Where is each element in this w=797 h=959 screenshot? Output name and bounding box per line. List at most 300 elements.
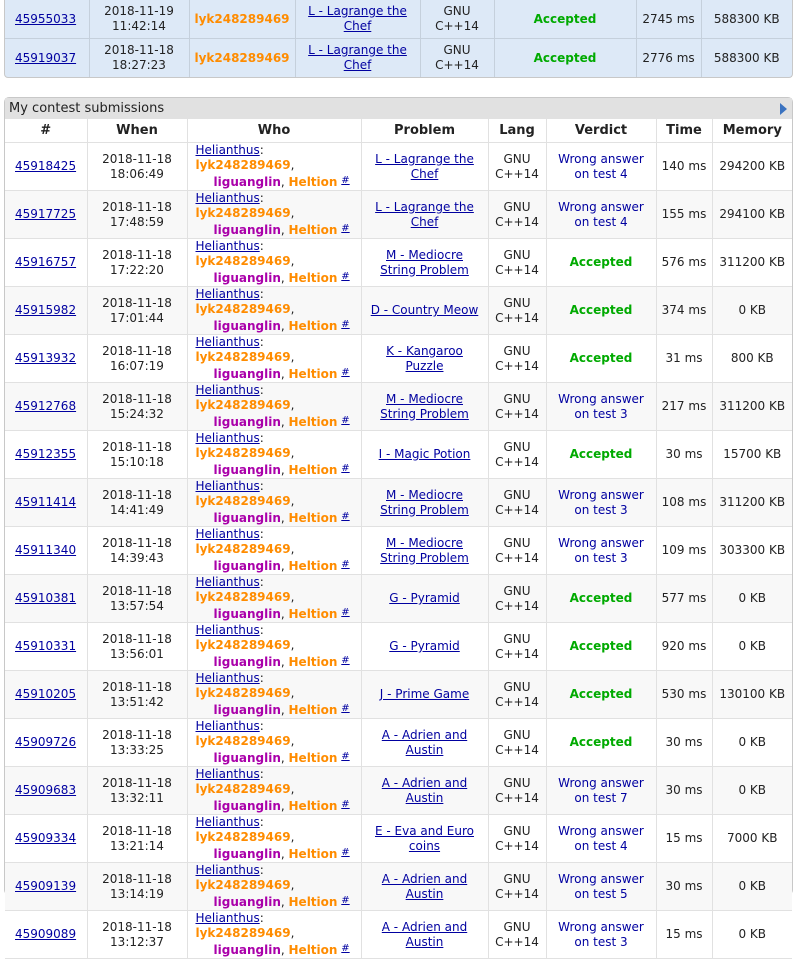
separator: ,: [290, 302, 295, 316]
verdict-line: on test 3: [574, 934, 628, 949]
submission-id-link[interactable]: 45910381: [15, 591, 77, 605]
separator: :: [259, 287, 264, 301]
when-cell: [87, 671, 187, 719]
team-link[interactable]: Helianthus: [195, 287, 260, 301]
lang-text: C++14: [495, 262, 539, 277]
table-row: [5, 719, 792, 767]
hash-link[interactable]: #: [341, 175, 350, 186]
verdict-line: on test 3: [574, 502, 628, 517]
who-cell: [187, 863, 361, 911]
problem-text: L - Lagrange the: [308, 4, 407, 18]
problem-link[interactable]: [380, 687, 469, 701]
problem-link[interactable]: [380, 248, 469, 277]
member-handle[interactable]: lyk248289469: [195, 398, 291, 412]
when-text: 2018-11-19: [104, 4, 174, 18]
verdict-line: Wrong answer: [558, 487, 644, 502]
member-handle[interactable]: liguanglin: [213, 559, 281, 573]
member-handle[interactable]: liguanglin: [213, 655, 281, 669]
when-text: 15:10:18: [110, 454, 164, 469]
problem-text: L - Lagrange the: [375, 151, 474, 166]
submission-id-cell: [5, 479, 87, 527]
hash-link[interactable]: #: [341, 847, 350, 858]
submission-id-link[interactable]: 45918425: [15, 159, 77, 173]
member-handle[interactable]: Heltion: [288, 511, 338, 525]
verdict-line: Wrong answer: [558, 151, 644, 166]
member-handle[interactable]: Heltion: [288, 559, 338, 573]
member-handle[interactable]: lyk248289469: [195, 830, 291, 844]
problem-link[interactable]: [375, 824, 474, 853]
submission-id-link[interactable]: 45910205: [15, 687, 77, 701]
who-cell: [187, 527, 361, 575]
when-cell: [87, 191, 187, 239]
when-text: 2018-11-18: [102, 823, 172, 838]
time-cell: 30 ms: [656, 767, 712, 815]
hash-link[interactable]: #: [341, 319, 350, 330]
member-handle[interactable]: Heltion: [288, 271, 338, 285]
separator: :: [259, 431, 264, 445]
when-cell: [87, 815, 187, 863]
who-second-line: [196, 365, 350, 382]
member-handle[interactable]: Heltion: [288, 367, 338, 381]
problem-cell: [361, 431, 488, 479]
separator: ,: [280, 655, 285, 669]
who-second-line: [196, 653, 350, 670]
when-text: 2018-11-18: [102, 151, 172, 166]
submission-id-link[interactable]: 45913932: [15, 351, 77, 365]
problem-link[interactable]: [382, 776, 467, 805]
member-handle[interactable]: Heltion: [288, 607, 338, 621]
verdict-text: [558, 776, 644, 805]
member-handle[interactable]: lyk248289469: [195, 590, 291, 604]
when-text: 2018-11-18: [102, 871, 172, 886]
verdict-line: Wrong answer: [558, 391, 644, 406]
submission-id-link[interactable]: 45909089: [15, 927, 77, 941]
submission-id-link[interactable]: 45909139: [15, 879, 77, 893]
who-second-line: [196, 317, 350, 334]
separator: ,: [280, 703, 285, 717]
problem-text: A - Adrien and: [381, 775, 468, 790]
submission-id-link[interactable]: 45912355: [15, 447, 77, 461]
separator: ,: [280, 943, 285, 957]
who-cell: [189, 39, 295, 78]
verdict-text: Accepted: [569, 303, 633, 317]
problem-cell: [361, 383, 488, 431]
team-link[interactable]: Helianthus: [195, 191, 260, 205]
member-handle[interactable]: lyk248289469: [195, 206, 291, 220]
member-handle[interactable]: lyk248289469: [195, 494, 291, 508]
team-link[interactable]: Helianthus: [195, 431, 260, 445]
submission-id-cell: [5, 719, 87, 767]
hash-link[interactable]: #: [341, 655, 350, 666]
member-handle[interactable]: lyk248289469: [195, 782, 291, 796]
member-handle[interactable]: liguanglin: [213, 943, 281, 957]
member-handle[interactable]: liguanglin: [213, 271, 281, 285]
who-second-line: [196, 173, 350, 190]
team-link[interactable]: Helianthus: [195, 623, 260, 637]
problem-link[interactable]: [382, 728, 467, 757]
when-text: 2018-11-18: [102, 247, 172, 262]
verdict-cell: [546, 575, 656, 623]
table-row: [5, 383, 792, 431]
separator: ,: [290, 254, 295, 268]
memory-cell: 294100 KB: [712, 191, 792, 239]
problem-link[interactable]: [389, 591, 460, 605]
separator: ,: [290, 782, 295, 796]
lang-text: C++14: [495, 694, 539, 709]
problem-cell: [361, 287, 488, 335]
member-handle[interactable]: liguanglin: [213, 415, 281, 429]
problem-text: Austin: [405, 886, 444, 901]
verdict-text: [558, 872, 644, 901]
top-submissions-table: [5, 0, 792, 77]
lang-cell: [488, 527, 546, 575]
lang-text: GNU: [503, 583, 531, 598]
separator: ,: [290, 446, 295, 460]
separator: :: [259, 623, 264, 637]
problem-cell: [361, 143, 488, 191]
when-text: 13:57:54: [110, 598, 164, 613]
member-handle[interactable]: liguanglin: [213, 847, 281, 861]
who-cell: [187, 767, 361, 815]
member-handle[interactable]: Heltion: [288, 415, 338, 429]
member-handle[interactable]: lyk248289469: [195, 926, 291, 940]
submission-id-link[interactable]: 45911340: [15, 543, 77, 557]
problem-link[interactable]: [308, 4, 407, 33]
lang-text: C++14: [495, 358, 539, 373]
problem-text: A - Adrien and: [381, 727, 468, 742]
separator: :: [259, 383, 264, 397]
verdict-text: Accepted: [569, 687, 633, 701]
problem-text: E - Eva and Euro: [375, 823, 474, 838]
problem-text: Austin: [405, 934, 444, 949]
verdict-cell: [546, 623, 656, 671]
memory-cell: 0 KB: [712, 767, 792, 815]
lang-text: GNU: [503, 823, 531, 838]
separator: :: [259, 335, 264, 349]
problem-text: M - Mediocre: [386, 487, 463, 502]
team-link[interactable]: Helianthus: [195, 143, 260, 157]
top-submissions-box: [4, 0, 793, 78]
member-handle[interactable]: liguanglin: [213, 463, 281, 477]
team-link[interactable]: Helianthus: [195, 383, 260, 397]
submission-id-cell: [5, 383, 87, 431]
hash-link[interactable]: #: [341, 559, 350, 570]
lang-text: GNU: [503, 727, 531, 742]
team-link[interactable]: Helianthus: [195, 863, 260, 877]
when-cell: [87, 863, 187, 911]
verdict-cell: [546, 671, 656, 719]
member-handle[interactable]: lyk248289469: [195, 686, 291, 700]
hash-link[interactable]: #: [341, 943, 350, 954]
member-handle[interactable]: lyk248289469: [195, 350, 291, 364]
who-cell: [187, 143, 361, 191]
time-cell: 31 ms: [656, 335, 712, 383]
table-row: [5, 191, 792, 239]
verdict-text: Accepted: [569, 735, 633, 749]
problem-text: String Problem: [380, 550, 469, 565]
hash-link[interactable]: #: [341, 799, 350, 810]
submission-id-link[interactable]: 45915982: [15, 303, 77, 317]
hash-link[interactable]: #: [341, 703, 350, 714]
team-link[interactable]: Helianthus: [195, 335, 260, 349]
verdict-cell: [546, 287, 656, 335]
problem-link[interactable]: [379, 447, 471, 461]
verdict-line: on test 4: [574, 838, 628, 853]
lang-text: GNU: [503, 391, 531, 406]
problem-link[interactable]: [371, 303, 479, 317]
member-handle[interactable]: liguanglin: [213, 751, 281, 765]
lang-cell: [488, 815, 546, 863]
who-second-line: [196, 941, 350, 958]
who-cell: [187, 191, 361, 239]
user-handle[interactable]: lyk248289469: [194, 50, 290, 65]
when-text: 2018-11-18: [102, 199, 172, 214]
submission-id-cell: [5, 575, 87, 623]
member-handle[interactable]: Heltion: [288, 703, 338, 717]
verdict-cell: [546, 527, 656, 575]
member-handle[interactable]: Heltion: [288, 943, 338, 957]
separator: :: [259, 527, 264, 541]
hash-link[interactable]: #: [341, 607, 350, 618]
member-handle[interactable]: Heltion: [288, 319, 338, 333]
table-row: [5, 863, 792, 911]
member-handle[interactable]: liguanglin: [213, 799, 281, 813]
hash-link[interactable]: #: [341, 463, 350, 474]
column-header: Lang: [488, 119, 546, 143]
lang-text: C++14: [495, 838, 539, 853]
submission-id-link[interactable]: 45909726: [15, 735, 77, 749]
lang-cell: [488, 143, 546, 191]
verdict-cell: [546, 143, 656, 191]
hash-link[interactable]: #: [341, 223, 350, 234]
team-link[interactable]: Helianthus: [195, 911, 260, 925]
problem-link[interactable]: [380, 392, 469, 421]
when-cell: [87, 911, 187, 959]
who-second-line: [196, 845, 350, 862]
team-link[interactable]: Helianthus: [195, 239, 260, 253]
when-cell: [87, 239, 187, 287]
when-cell: [87, 623, 187, 671]
verdict-line: on test 3: [574, 406, 628, 421]
submission-id-link[interactable]: 45909683: [15, 783, 77, 797]
who-second-line: [196, 221, 350, 238]
problem-link[interactable]: [382, 872, 467, 901]
hash-link[interactable]: #: [341, 751, 350, 762]
problem-cell: [361, 239, 488, 287]
member-handle[interactable]: lyk248289469: [195, 542, 291, 556]
separator: ,: [290, 398, 295, 412]
when-text: 18:27:23: [112, 58, 166, 72]
team-link[interactable]: Helianthus: [195, 671, 260, 685]
when-cell: [87, 143, 187, 191]
separator: ,: [280, 799, 285, 813]
submission-id-link[interactable]: 45955033: [15, 11, 77, 26]
problem-link[interactable]: [375, 152, 474, 181]
team-link[interactable]: Helianthus: [195, 527, 260, 541]
member-handle[interactable]: liguanglin: [213, 511, 281, 525]
when-text: 2018-11-18: [102, 679, 172, 694]
hash-link[interactable]: #: [341, 895, 350, 906]
problem-cell: [361, 623, 488, 671]
problem-text: J - Prime Game: [379, 687, 470, 701]
hash-link[interactable]: #: [341, 511, 350, 522]
separator: :: [259, 575, 264, 589]
member-handle[interactable]: Heltion: [288, 463, 338, 477]
verdict-line: Wrong answer: [558, 535, 644, 550]
verdict-text: [558, 488, 644, 517]
when-text: 14:39:43: [110, 550, 164, 565]
time-cell: 109 ms: [656, 527, 712, 575]
who-second-line: [196, 749, 350, 766]
when-text: 17:48:59: [110, 214, 164, 229]
problem-text: G - Pyramid: [389, 639, 460, 653]
who-second-line: [196, 557, 350, 574]
problem-text: A - Adrien and: [381, 871, 468, 886]
problem-cell: [361, 815, 488, 863]
hash-link[interactable]: #: [341, 415, 350, 426]
member-handle[interactable]: lyk248289469: [195, 158, 291, 172]
verdict-cell: [546, 911, 656, 959]
submission-id-link[interactable]: 45909334: [15, 831, 77, 845]
separator: :: [259, 191, 264, 205]
separator: ,: [280, 463, 285, 477]
separator: ,: [290, 830, 295, 844]
submission-id-link[interactable]: 45919037: [15, 50, 77, 65]
memory-cell: 130100 KB: [712, 671, 792, 719]
team-link[interactable]: Helianthus: [195, 479, 260, 493]
hash-link[interactable]: #: [341, 367, 350, 378]
when-text: 16:07:19: [110, 358, 164, 373]
lang-text: GNU: [503, 919, 531, 934]
problem-link[interactable]: [375, 200, 474, 229]
lang-cell: [488, 431, 546, 479]
member-handle[interactable]: Heltion: [288, 895, 338, 909]
verdict-cell: [494, 39, 636, 78]
member-handle[interactable]: liguanglin: [213, 223, 281, 237]
problem-link[interactable]: [382, 920, 467, 949]
submission-id-link[interactable]: 45916757: [15, 255, 77, 269]
member-handle[interactable]: Heltion: [288, 655, 338, 669]
submission-id-link[interactable]: 45911414: [15, 495, 77, 509]
when-text: 17:22:20: [110, 262, 164, 277]
user-handle[interactable]: lyk248289469: [194, 11, 290, 26]
team-link[interactable]: Helianthus: [195, 719, 260, 733]
problem-link[interactable]: [386, 344, 463, 373]
separator: ,: [280, 175, 285, 189]
member-handle[interactable]: liguanglin: [213, 607, 281, 621]
member-handle[interactable]: liguanglin: [213, 367, 281, 381]
member-handle[interactable]: Heltion: [288, 175, 338, 189]
separator: ,: [280, 271, 285, 285]
team-link[interactable]: Helianthus: [195, 815, 260, 829]
submission-id-link[interactable]: 45912768: [15, 399, 77, 413]
verdict-line: Wrong answer: [558, 871, 644, 886]
column-header: Verdict: [546, 119, 656, 143]
hash-link[interactable]: #: [341, 271, 350, 282]
separator: ,: [290, 878, 295, 892]
problem-text: L - Lagrange the: [308, 43, 407, 57]
memory-cell: 311200 KB: [712, 479, 792, 527]
member-handle[interactable]: Heltion: [288, 847, 338, 861]
member-handle[interactable]: lyk248289469: [195, 446, 291, 460]
problem-text: Austin: [405, 742, 444, 757]
member-handle[interactable]: liguanglin: [213, 703, 281, 717]
member-handle[interactable]: lyk248289469: [195, 638, 291, 652]
member-handle[interactable]: lyk248289469: [195, 734, 291, 748]
lang-cell: [488, 623, 546, 671]
verdict-text: [558, 536, 644, 565]
lang-text: GNU: [503, 775, 531, 790]
memory-cell: 588300 KB: [701, 0, 792, 39]
time-cell: 108 ms: [656, 479, 712, 527]
member-handle[interactable]: lyk248289469: [195, 878, 291, 892]
table-row: [5, 239, 792, 287]
lang-cell: [488, 719, 546, 767]
lang-cell: [488, 383, 546, 431]
verdict-text: Accepted: [569, 591, 633, 605]
when-text: 2018-11-18: [102, 919, 172, 934]
separator: :: [259, 767, 264, 781]
when-text: 17:01:44: [110, 310, 164, 325]
memory-cell: 15700 KB: [712, 431, 792, 479]
time-cell: 2776 ms: [636, 39, 701, 78]
member-handle[interactable]: Heltion: [288, 799, 338, 813]
lang-cell: [488, 191, 546, 239]
member-handle[interactable]: Heltion: [288, 223, 338, 237]
verdict-text: Accepted: [533, 50, 597, 65]
problem-link[interactable]: [380, 536, 469, 565]
submission-id-cell: [5, 767, 87, 815]
verdict-line: on test 4: [574, 166, 628, 181]
contest-submissions-panel: [4, 97, 793, 957]
lang-text: GNU: [503, 343, 531, 358]
problem-text: I - Magic Potion: [378, 447, 471, 461]
team-link[interactable]: Helianthus: [195, 575, 260, 589]
time-cell: 155 ms: [656, 191, 712, 239]
lang-text: C++14: [495, 454, 539, 469]
lang-cell: [488, 479, 546, 527]
verdict-cell: [546, 767, 656, 815]
member-handle[interactable]: liguanglin: [213, 175, 281, 189]
submission-id-cell: [5, 671, 87, 719]
team-link[interactable]: Helianthus: [195, 767, 260, 781]
separator: ,: [280, 319, 285, 333]
problem-text: Chef: [410, 166, 439, 181]
verdict-text: [558, 392, 644, 421]
memory-cell: 303300 KB: [712, 527, 792, 575]
member-handle[interactable]: lyk248289469: [195, 254, 291, 268]
submission-id-link[interactable]: 45910331: [15, 639, 77, 653]
problem-cell: [295, 0, 420, 39]
problem-link[interactable]: [389, 639, 460, 653]
verdict-line: on test 5: [574, 886, 628, 901]
problem-link[interactable]: [308, 43, 407, 72]
table-row: [5, 39, 792, 78]
memory-cell: 0 KB: [712, 719, 792, 767]
when-cell: [89, 0, 189, 39]
table-row: [5, 815, 792, 863]
member-handle[interactable]: Heltion: [288, 751, 338, 765]
submission-id-link[interactable]: 45917725: [15, 207, 77, 221]
member-handle[interactable]: lyk248289469: [195, 302, 291, 316]
member-handle[interactable]: liguanglin: [213, 319, 281, 333]
when-cell: [87, 479, 187, 527]
problem-link[interactable]: [380, 488, 469, 517]
member-handle[interactable]: liguanglin: [213, 895, 281, 909]
triangle-right-icon[interactable]: [780, 103, 787, 115]
who-cell: [187, 575, 361, 623]
when-cell: [87, 383, 187, 431]
